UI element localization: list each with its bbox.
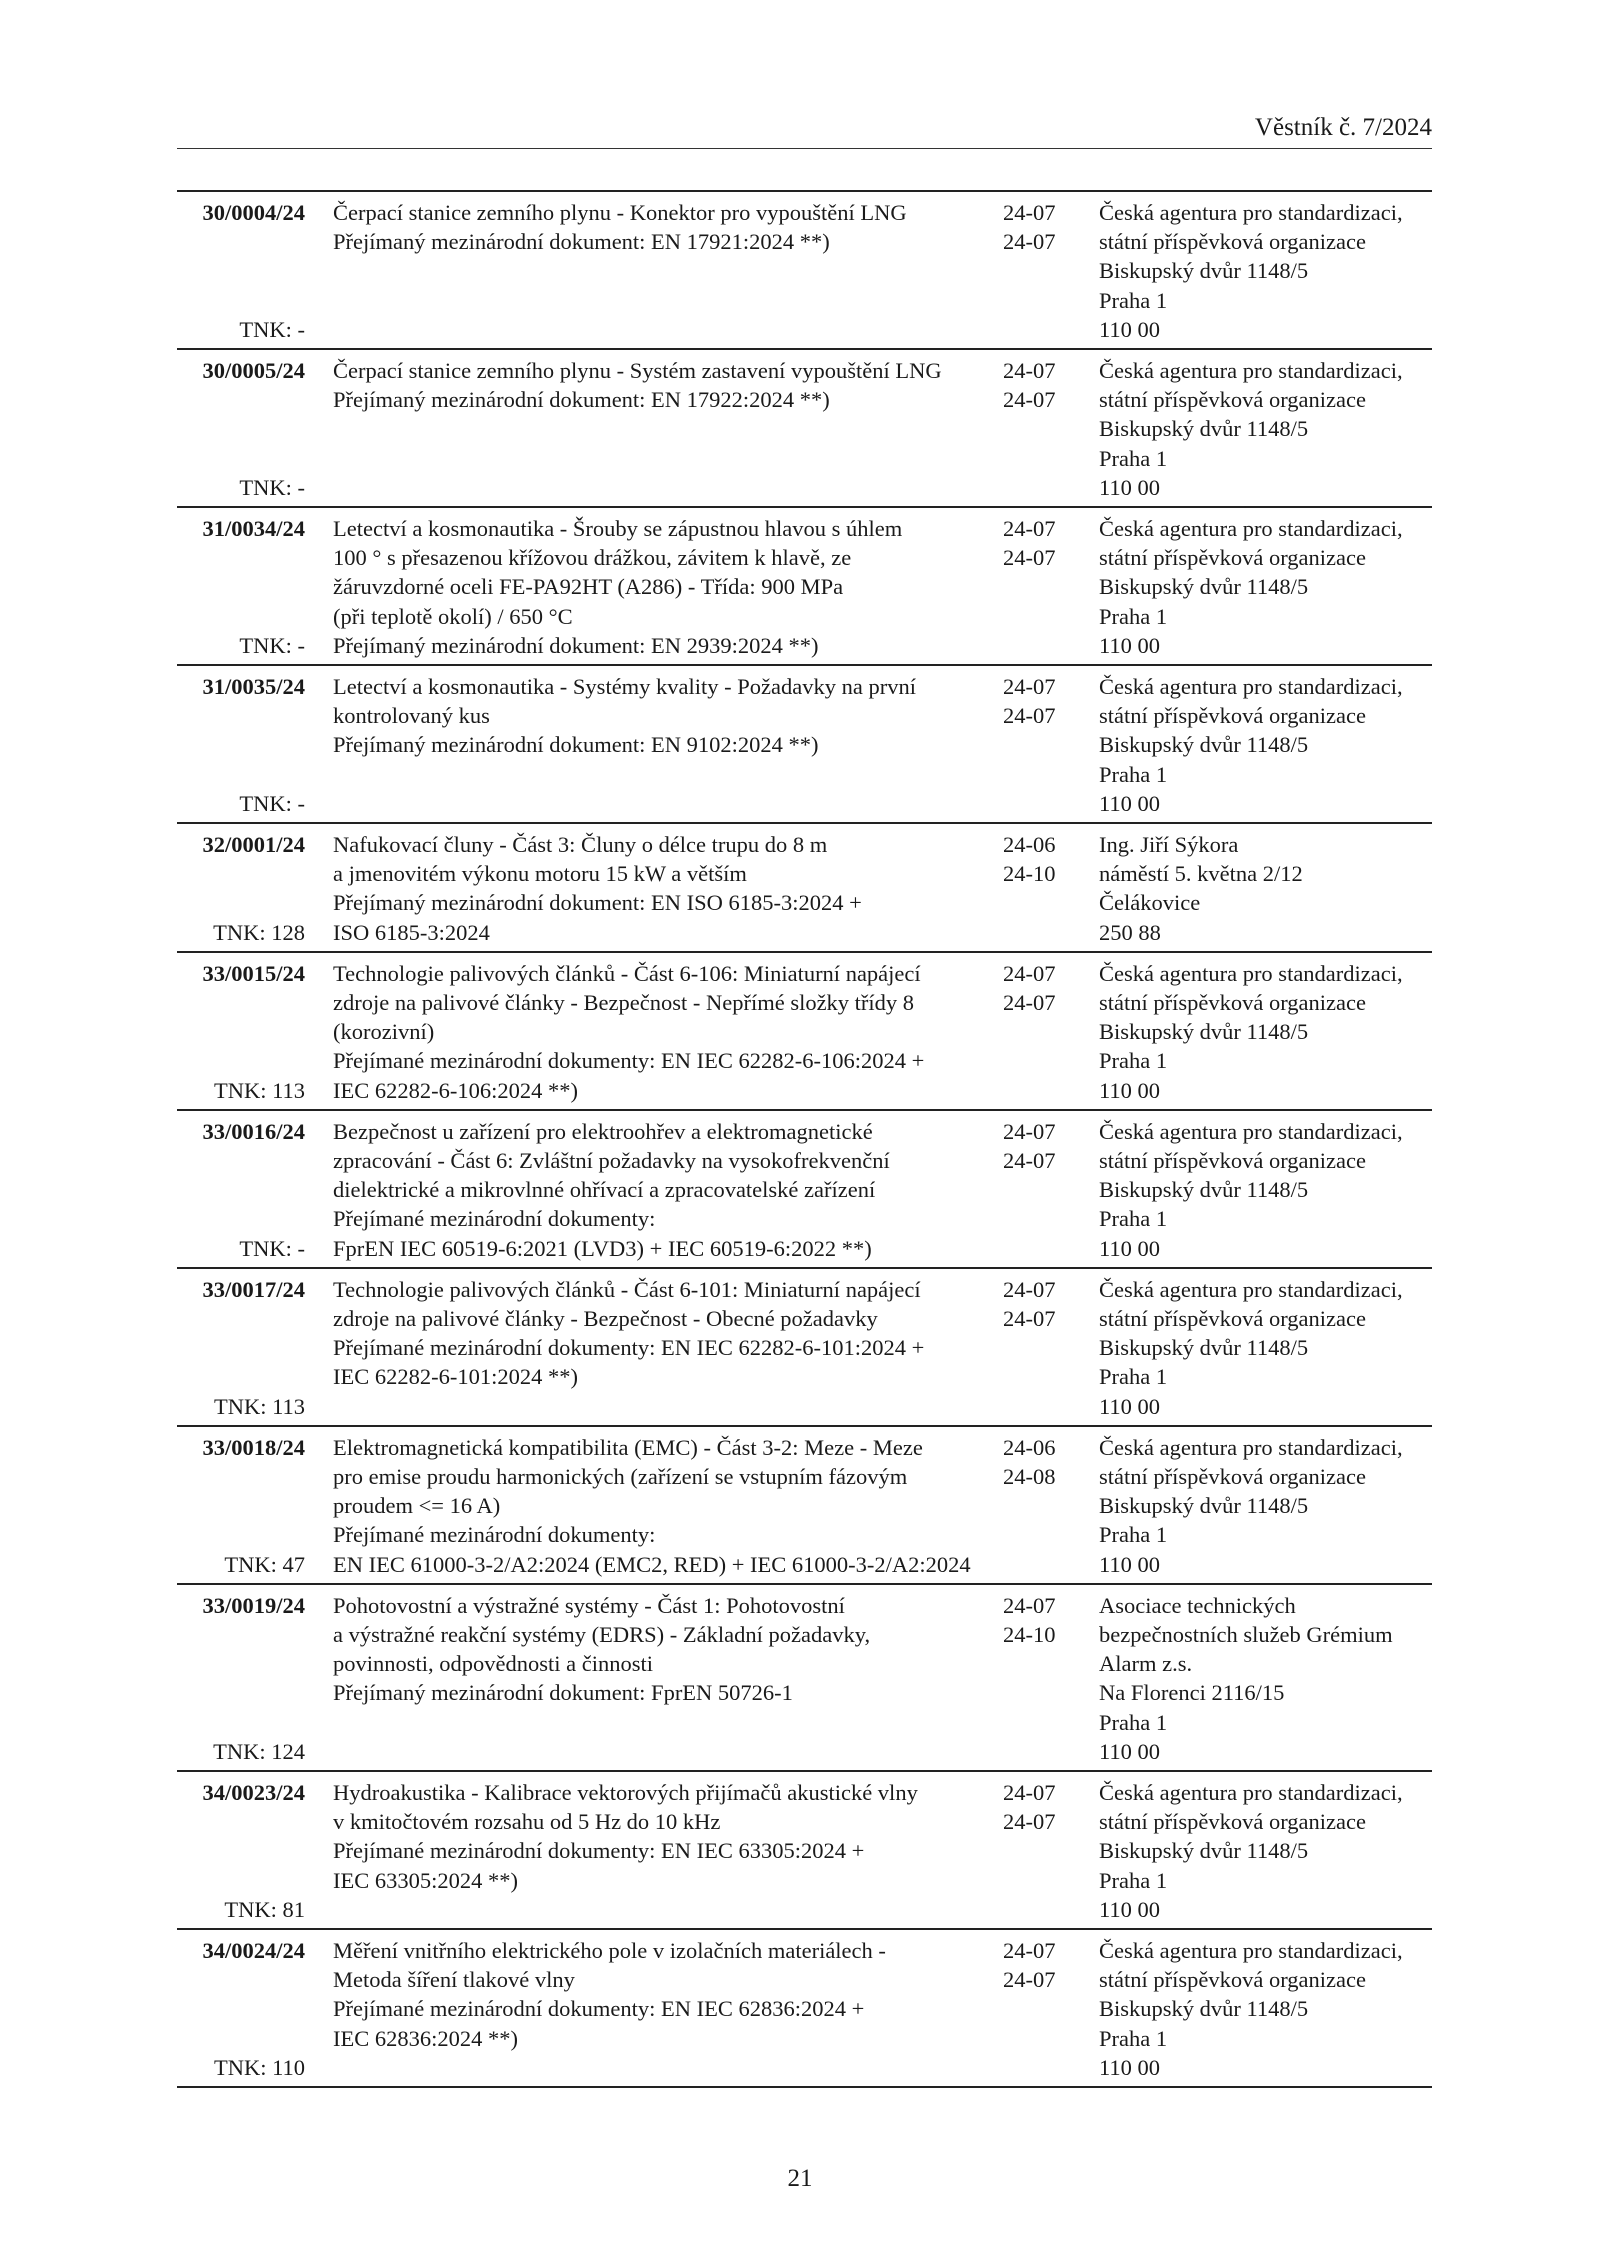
entry-date: 24-07	[1003, 1148, 1056, 1174]
entry-address-line: Biskupský dvůr 1148/5	[1099, 574, 1309, 600]
entry-date: 24-08	[1003, 1464, 1056, 1490]
standard-entry	[177, 953, 1432, 1111]
entry-date: 24-07	[1003, 1938, 1056, 1964]
entry-title-line: Přejímaný mezinárodní dokument: EN 2939:2024 **)	[333, 632, 819, 658]
entry-tnk: TNK: 47	[224, 1551, 305, 1577]
standard-entry	[177, 666, 1432, 824]
entry-address-line: 110 00	[1099, 1738, 1161, 1764]
standard-entry	[177, 1772, 1432, 1930]
entry-address-line: 110 00	[1099, 1551, 1161, 1577]
entry-address-line: 250 88	[1099, 919, 1161, 945]
entry-address-line: Praha 1	[1099, 1522, 1168, 1548]
entry-tnk: TNK: 128	[213, 919, 305, 945]
entry-title-line: Přejímané mezinárodní dokumenty:	[333, 1206, 656, 1232]
entry-address-line: 110 00	[1099, 1393, 1161, 1419]
entry-address-line: Česká agentura pro standardizaci,	[1099, 1780, 1403, 1806]
entry-tnk: TNK: -	[239, 316, 305, 342]
entry-address-line: 110 00	[1099, 1235, 1161, 1261]
entry-address-line: státní příspěvková organizace	[1099, 1464, 1366, 1490]
entry-address	[1099, 672, 1439, 818]
entry-title-line: Přejímaný mezinárodní dokument: EN 17922:2024 **)	[333, 387, 830, 413]
entry-address-line: 110 00	[1099, 1077, 1161, 1103]
entry-address-line: státní příspěvková organizace	[1099, 1148, 1366, 1174]
entry-address	[1099, 830, 1439, 947]
entry-date: 24-07	[1003, 1118, 1056, 1144]
standards-list	[177, 190, 1432, 2088]
entry-number: 33/0017/24	[202, 1276, 305, 1302]
entry-title-line: Bezpečnost u zařízení pro elektroohřev a elektromagnetické	[333, 1118, 873, 1144]
entry-address-line: Praha 1	[1099, 1364, 1168, 1390]
entry-date: 24-07	[1003, 703, 1056, 729]
entry-title-line: 100 ° s přesazenou křížovou drážkou, závitem k hlavě, ze	[333, 545, 852, 571]
standard-entry	[177, 192, 1432, 350]
entry-title-line: kontrolovaný kus	[333, 703, 490, 729]
entry-title-line: Technologie palivových článků - Část 6-106: Miniaturní napájecí	[333, 960, 921, 986]
journal-title: Věstník č. 7/2024	[1254, 114, 1432, 141]
entry-tnk: TNK: -	[239, 632, 305, 658]
entry-address-line: Biskupský dvůr 1148/5	[1099, 416, 1309, 442]
standard-entry	[177, 1111, 1432, 1269]
entry-address-line: Na Florenci 2116/15	[1099, 1680, 1285, 1706]
entry-number: 33/0016/24	[202, 1118, 305, 1144]
page-number: 21	[787, 2165, 813, 2192]
entry-address-line: 110 00	[1099, 316, 1161, 342]
entry-date: 24-06	[1003, 1434, 1056, 1460]
entry-title-line: ISO 6185-3:2024	[333, 919, 490, 945]
entry-address	[1099, 514, 1439, 660]
entry-address	[1099, 1936, 1439, 2082]
entry-tnk: TNK: 124	[213, 1738, 305, 1764]
entry-tnk: TNK: -	[239, 790, 305, 816]
entry-dates	[1003, 356, 1073, 414]
entry-dates	[1003, 1591, 1073, 1649]
entry-address-line: Biskupský dvůr 1148/5	[1099, 258, 1309, 284]
entry-title-line: zdroje na palivové články - Bezpečnost - Nepřímé složky třídy 8	[333, 990, 915, 1016]
page-header	[177, 112, 1432, 149]
entry-address-line: státní příspěvková organizace	[1099, 1306, 1366, 1332]
entry-title-line: IEC 62836:2024 **)	[333, 2025, 518, 2051]
entry-date: 24-07	[1003, 990, 1056, 1016]
entry-address-line: Česká agentura pro standardizaci,	[1099, 960, 1403, 986]
entry-address-line: Biskupský dvůr 1148/5	[1099, 1996, 1309, 2022]
entry-title-line: a výstražné reakční systémy (EDRS) - Základní požadavky,	[333, 1622, 871, 1648]
entry-address-line: Praha 1	[1099, 1048, 1168, 1074]
entry-title-line: Nafukovací čluny - Část 3: Čluny o délce trupu do 8 m	[333, 832, 828, 858]
entry-title-line: Přejímané mezinárodní dokumenty: EN IEC 63305:2024 +	[333, 1838, 865, 1864]
entry-title-line: Hydroakustika - Kalibrace vektorových přijímačů akustické vlny	[333, 1780, 918, 1806]
entry-date: 24-07	[1003, 1967, 1056, 1993]
entry-address-line: Praha 1	[1099, 445, 1168, 471]
entry-title-line: Přejímaný mezinárodní dokument: FprEN 50726-1	[333, 1680, 793, 1706]
entry-date: 24-07	[1003, 516, 1056, 541]
entry-title-line: Čerpací stanice zemního plynu - Konektor pro vypouštění LNG	[333, 200, 907, 225]
entry-address-line: Ing. Jiří Sýkora	[1099, 832, 1239, 858]
entry-title-line: Přejímaný mezinárodní dokument: EN 9102:2024 **)	[333, 732, 819, 758]
entry-address-line: Česká agentura pro standardizaci,	[1099, 1276, 1403, 1302]
entry-address-line: Česká agentura pro standardizaci,	[1099, 1434, 1403, 1460]
entry-address-line: Biskupský dvůr 1148/5	[1099, 1838, 1309, 1864]
entry-address-line: Praha 1	[1099, 761, 1168, 787]
entry-address-line: náměstí 5. května 2/12	[1099, 861, 1303, 887]
entry-address-line: Česká agentura pro standardizaci,	[1099, 200, 1403, 225]
entry-address-line: státní příspěvková organizace	[1099, 545, 1366, 571]
entry-date: 24-07	[1003, 229, 1056, 255]
entry-dates	[1003, 1275, 1073, 1333]
entry-title-line: Přejímané mezinárodní dokumenty: EN IEC 62282-6-106:2024 +	[333, 1048, 925, 1074]
entry-dates	[1003, 1936, 1073, 1994]
entry-tnk: TNK: 81	[224, 1896, 305, 1922]
entry-number: 33/0019/24	[202, 1592, 305, 1618]
entry-dates	[1003, 830, 1073, 888]
entry-title-line: Letectví a kosmonautika - Šrouby se zápustnou hlavou s úhlem	[333, 516, 903, 541]
entry-address-line: Biskupský dvůr 1148/5	[1099, 1493, 1309, 1519]
entry-title-line: Přejímaný mezinárodní dokument: EN 17921:2024 **)	[333, 229, 830, 255]
entry-number: 33/0015/24	[202, 960, 305, 986]
entry-address-line: 110 00	[1099, 632, 1161, 658]
entry-address-line: Česká agentura pro standardizaci,	[1099, 358, 1403, 383]
entry-title-line: Elektromagnetická kompatibilita (EMC) - Část 3-2: Meze - Meze	[333, 1434, 923, 1460]
entry-address-line: státní příspěvková organizace	[1099, 229, 1366, 255]
entry-date: 24-07	[1003, 200, 1056, 225]
entry-address	[1099, 1591, 1439, 1766]
entry-number: 34/0024/24	[202, 1938, 305, 1964]
entry-tnk: TNK: -	[239, 1235, 305, 1261]
standard-entry	[177, 508, 1432, 666]
entry-date: 24-07	[1003, 545, 1056, 571]
entry-tnk: TNK: 113	[213, 1393, 305, 1419]
entry-address-line: státní příspěvková organizace	[1099, 1809, 1366, 1835]
entry-address-line: Praha 1	[1099, 2025, 1168, 2051]
entry-title-line: v kmitočtovém rozsahu od 5 Hz do 10 kHz	[333, 1809, 721, 1835]
entry-date: 24-07	[1003, 387, 1056, 413]
entry-address-line: Česká agentura pro standardizaci,	[1099, 1938, 1403, 1964]
entry-title-line: povinnosti, odpovědnosti a činnosti	[333, 1651, 653, 1677]
entry-title-line: Přejímané mezinárodní dokumenty: EN IEC 62282-6-101:2024 +	[333, 1335, 925, 1361]
entry-title-line: Pohotovostní a výstražné systémy - Část 1: Pohotovostní	[333, 1592, 845, 1618]
entry-address-line: státní příspěvková organizace	[1099, 990, 1366, 1016]
standard-entry	[177, 1427, 1432, 1585]
entry-dates	[1003, 1117, 1073, 1175]
entry-tnk: TNK: -	[239, 474, 305, 500]
entry-title-line: EN IEC 61000-3-2/A2:2024 (EMC2, RED) + IEC 61000-3-2/A2:2024	[333, 1551, 971, 1577]
entry-title-line: IEC 62282-6-106:2024 **)	[333, 1077, 578, 1103]
entry-date: 24-07	[1003, 1276, 1056, 1302]
entry-address-line: bezpečnostních služeb Grémium	[1099, 1622, 1393, 1648]
entry-address	[1099, 959, 1439, 1105]
entry-date: 24-10	[1003, 861, 1056, 887]
standard-entry	[177, 824, 1432, 953]
entry-address-line: Česká agentura pro standardizaci,	[1099, 1118, 1403, 1144]
entry-address-line: Praha 1	[1099, 603, 1168, 629]
entry-date: 24-07	[1003, 674, 1056, 700]
entry-title-line: Měření vnitřního elektrického pole v izolačních materiálech -	[333, 1938, 886, 1964]
entry-title-line: žáruvzdorné oceli FE-PA92HT (A286) - Třída: 900 MPa	[333, 574, 844, 600]
entry-dates	[1003, 1778, 1073, 1836]
entry-address-line: Praha 1	[1099, 1867, 1168, 1893]
standard-entry	[177, 350, 1432, 508]
entry-address-line: Čelákovice	[1099, 890, 1201, 916]
entry-address	[1099, 1117, 1439, 1263]
entry-dates	[1003, 514, 1073, 572]
entry-address-line: státní příspěvková organizace	[1099, 703, 1366, 729]
entry-date: 24-07	[1003, 1780, 1056, 1806]
entry-title-line: proudem <= 16 A)	[333, 1493, 501, 1519]
entry-address-line: Biskupský dvůr 1148/5	[1099, 732, 1309, 758]
entry-address	[1099, 1433, 1439, 1579]
entry-date: 24-10	[1003, 1622, 1056, 1648]
entry-address-line: Praha 1	[1099, 1709, 1168, 1735]
entry-number: 33/0018/24	[202, 1434, 305, 1460]
entry-number: 30/0005/24	[202, 358, 305, 383]
entry-title-line: pro emise proudu harmonických (zařízení se vstupním fázovým	[333, 1464, 908, 1490]
entry-number: 30/0004/24	[202, 200, 305, 225]
entry-address-line: Asociace technických	[1099, 1592, 1296, 1618]
entry-title-line: IEC 63305:2024 **)	[333, 1867, 518, 1893]
entry-address-line: Praha 1	[1099, 1206, 1168, 1232]
entry-address-line: Praha 1	[1099, 287, 1168, 313]
standard-entry	[177, 1585, 1432, 1772]
entry-address-line: Biskupský dvůr 1148/5	[1099, 1335, 1309, 1361]
entry-number: 31/0035/24	[202, 674, 305, 700]
entry-title-line: dielektrické a mikrovlnné ohřívací a zpracovatelské zařízení	[333, 1177, 876, 1203]
entry-dates	[1003, 198, 1073, 256]
entry-title-line: Metoda šíření tlakové vlny	[333, 1967, 575, 1993]
entry-address-line: Biskupský dvůr 1148/5	[1099, 1019, 1309, 1045]
entry-title-line: zpracování - Část 6: Zvláštní požadavky na vysokofrekvenční	[333, 1148, 890, 1174]
entry-address-line: Česká agentura pro standardizaci,	[1099, 516, 1403, 541]
entry-address-line: 110 00	[1099, 1896, 1161, 1922]
entry-address	[1099, 198, 1439, 344]
entry-dates	[1003, 672, 1073, 730]
entry-date: 24-06	[1003, 832, 1056, 858]
entry-number: 34/0023/24	[202, 1780, 305, 1806]
entry-tnk: TNK: 110	[213, 2054, 305, 2080]
entry-number: 31/0034/24	[202, 516, 305, 541]
entry-address-line: Biskupský dvůr 1148/5	[1099, 1177, 1309, 1203]
entry-date: 24-07	[1003, 358, 1056, 383]
entry-title-line: (korozivní)	[333, 1019, 435, 1045]
entry-title-line: Přejímaný mezinárodní dokument: EN ISO 6185-3:2024 +	[333, 890, 862, 916]
entry-address-line: 110 00	[1099, 790, 1161, 816]
entry-address	[1099, 356, 1439, 502]
entry-address	[1099, 1778, 1439, 1924]
entry-number: 32/0001/24	[202, 832, 305, 858]
standard-entry	[177, 1930, 1432, 2088]
entry-date: 24-07	[1003, 1592, 1056, 1618]
entry-address-line: Česká agentura pro standardizaci,	[1099, 674, 1403, 700]
entry-title-line: Přejímané mezinárodní dokumenty: EN IEC 62836:2024 +	[333, 1996, 865, 2022]
entry-title-line: a jmenovitém výkonu motoru 15 kW a větším	[333, 861, 747, 887]
standard-entry	[177, 1269, 1432, 1427]
entry-address-line: 110 00	[1099, 474, 1161, 500]
entry-address-line: Alarm z.s.	[1099, 1651, 1193, 1677]
entry-title-line: Čerpací stanice zemního plynu - Systém zastavení vypouštění LNG	[333, 358, 942, 383]
entry-address-line: 110 00	[1099, 2054, 1161, 2080]
entry-title-line: zdroje na palivové články - Bezpečnost - Obecné požadavky	[333, 1306, 878, 1332]
entry-date: 24-07	[1003, 1306, 1056, 1332]
entry-title-line: Technologie palivových článků - Část 6-101: Miniaturní napájecí	[333, 1276, 921, 1302]
entry-dates	[1003, 1433, 1073, 1491]
entry-title-line: IEC 62282-6-101:2024 **)	[333, 1364, 578, 1390]
entry-address-line: státní příspěvková organizace	[1099, 387, 1366, 413]
entry-title-line: Letectví a kosmonautika - Systémy kvality - Požadavky na první	[333, 674, 916, 700]
entry-tnk: TNK: 113	[213, 1077, 305, 1103]
entry-title-line: (při teplotě okolí) / 650 °C	[333, 603, 573, 629]
entry-title-line: Přejímané mezinárodní dokumenty:	[333, 1522, 656, 1548]
entry-dates	[1003, 959, 1073, 1017]
entry-title-line: FprEN IEC 60519-6:2021 (LVD3) + IEC 60519-6:2022 **)	[333, 1235, 872, 1261]
entry-address-line: státní příspěvková organizace	[1099, 1967, 1366, 1993]
entry-date: 24-07	[1003, 1809, 1056, 1835]
entry-address	[1099, 1275, 1439, 1421]
entry-date: 24-07	[1003, 960, 1056, 986]
